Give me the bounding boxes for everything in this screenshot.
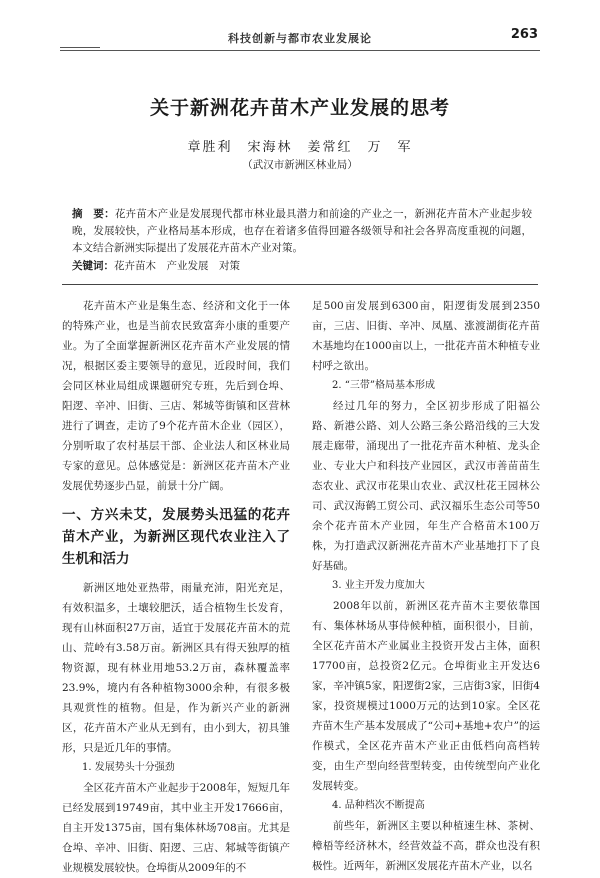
article-authors: 章胜利 宋海林 姜常红 万 军 <box>187 140 413 155</box>
subsection-1-paragraph: 全区花卉苗木产业起步于2008年，短短几年已经发展到19749亩，其中业主开发17666亩，自主开发1375亩，国有集体林场708亩。尤其是仓埠、辛冲、旧街、阳逻、三店、邾城等街镇产业规模发展较快。仓埠街从2009年的不 <box>62 782 290 874</box>
subsection-3-paragraph: 2008年以前，新洲区花卉苗木主要依靠国有、集体林场从事侍候种植，面积很小，目前，全区花卉苗木产业属业主投资开发占主体，面积17700亩，总投资2亿元。仓埠街业主开发达6家，辛冲镇5家，阳逻街2家，三店街3家，旧街4家，投资规模过1000万元的达到10家。全区花卉苗木生产基本发展成了“公司+基地+农户”的运作模式，全区花卉苗木产业正由低档向高档转变，由生产型向经营型转变，由传统型向产业化发展转变。 <box>312 600 540 792</box>
subsection-1-heading: 1. 发展势头十分强劲 <box>82 762 175 773</box>
header-rule <box>60 50 540 51</box>
abstract <box>72 206 532 257</box>
page-number: 263 <box>510 27 538 42</box>
subsection-4-paragraph: 前些年，新洲区主要以种植速生林、茶树、樟梧等经济林木，经营效益不高，群众也没有积极性。近两年，新洲区发展花卉苗木产业，以名 <box>312 820 540 872</box>
abstract-label: 摘 要： <box>72 208 115 220</box>
subsection-2-heading: 2. “三带”格局基本形成 <box>332 380 435 391</box>
continuation-paragraph: 足500亩发展到6300亩，阳逻街发展到2350亩，三店、旧街、辛冲、凤凰、涨渡湖街花卉苗木基地均在1000亩以上，一批花卉苗木种植专业村呼之欲出。 <box>312 300 540 372</box>
subsection-2-paragraph: 经过几年的努力，全区初步形成了阳福公路、新港公路、刘人公路三条公路沿线的三大发展走廊带，涌现出了一批花卉苗木种植、龙头企业、专业大户和科技产业园区，武汉市善苗苗生态农业、武汉市花果山农业、武汉杜花王园林公司、武汉海鹤工贸公司、武汉福乐生态公司等50余个花卉苗木产业园，年生产合格苗木100万株，为打造武汉新洲花卉苗木产业基地打下了良好基础。 <box>312 400 540 572</box>
section-1-heading: 一、方兴未艾，发展势头迅猛的花卉苗木产业，为新洲区现代农业注入了生机和活力 <box>62 507 290 567</box>
intro-paragraph: 花卉苗木产业是集生态、经济和文化于一体的特殊产业，也是当前农民致富奔小康的重要产业。为了全面掌握新洲区花卉苗木产业发展的情况，根据区委主要领导的意见，近段时间，我们会同区林业局组成课题研究专班，先后到仓埠、阳逻、辛冲、旧街、三店、邾城等街镇和区营林进行了调查，走访了9个花卉苗木企业（园区），分别听取了农村基层干部、企业法人和区林业局专家的意见。总体感觉是：新洲区花卉苗木产业发展优势逐步凸显，前景十分广阔。 <box>62 300 290 492</box>
running-header: 科技创新与都市农业发展论 <box>228 32 372 45</box>
right-column <box>312 296 540 876</box>
abstract-divider <box>62 284 538 285</box>
subsection-4-heading: 4. 品种档次不断提高 <box>332 800 425 811</box>
keywords-label: 关键词： <box>72 260 114 272</box>
article-affiliation: （武汉市新洲区林业局） <box>242 159 358 171</box>
abstract-text: 花卉苗木产业是发展现代都市林业最具潜力和前途的产业之一，新洲花卉苗木产业起步较晚，发展较快，产业格局基本形成，也存在着诸多值得回避各级领导和社会各界高度重视的问题，本文结合新洲实际提出了发展花卉苗木产业对策。 <box>72 208 533 254</box>
keywords-text: 花卉苗木 产业发展 对策 <box>114 260 240 272</box>
section-1-paragraph: 新洲区地处亚热带，雨量充沛，阳光充足，有效积温多，土壤较肥沃，适合植物生长发育，现有山林面积27万亩，适宜于发展花卉苗木的荒山、荒岭有3.58万亩。新洲区具有得天独厚的植物资源，现有林业用地53.2万亩，森林覆盖率23.9%，境内有各种植物3000余种，有很多极具观赏性的植物。但是，作为新兴产业的新洲区，花卉苗木产业从无到有，由小到大，初具雏形，只是近几年的事情。 <box>62 582 290 754</box>
article-title: 关于新洲花卉苗木产业发展的思考 <box>149 97 450 119</box>
subsection-3-heading: 3. 业主开发力度加大 <box>332 580 425 591</box>
keywords <box>72 258 532 273</box>
header-rule-short <box>60 47 100 48</box>
